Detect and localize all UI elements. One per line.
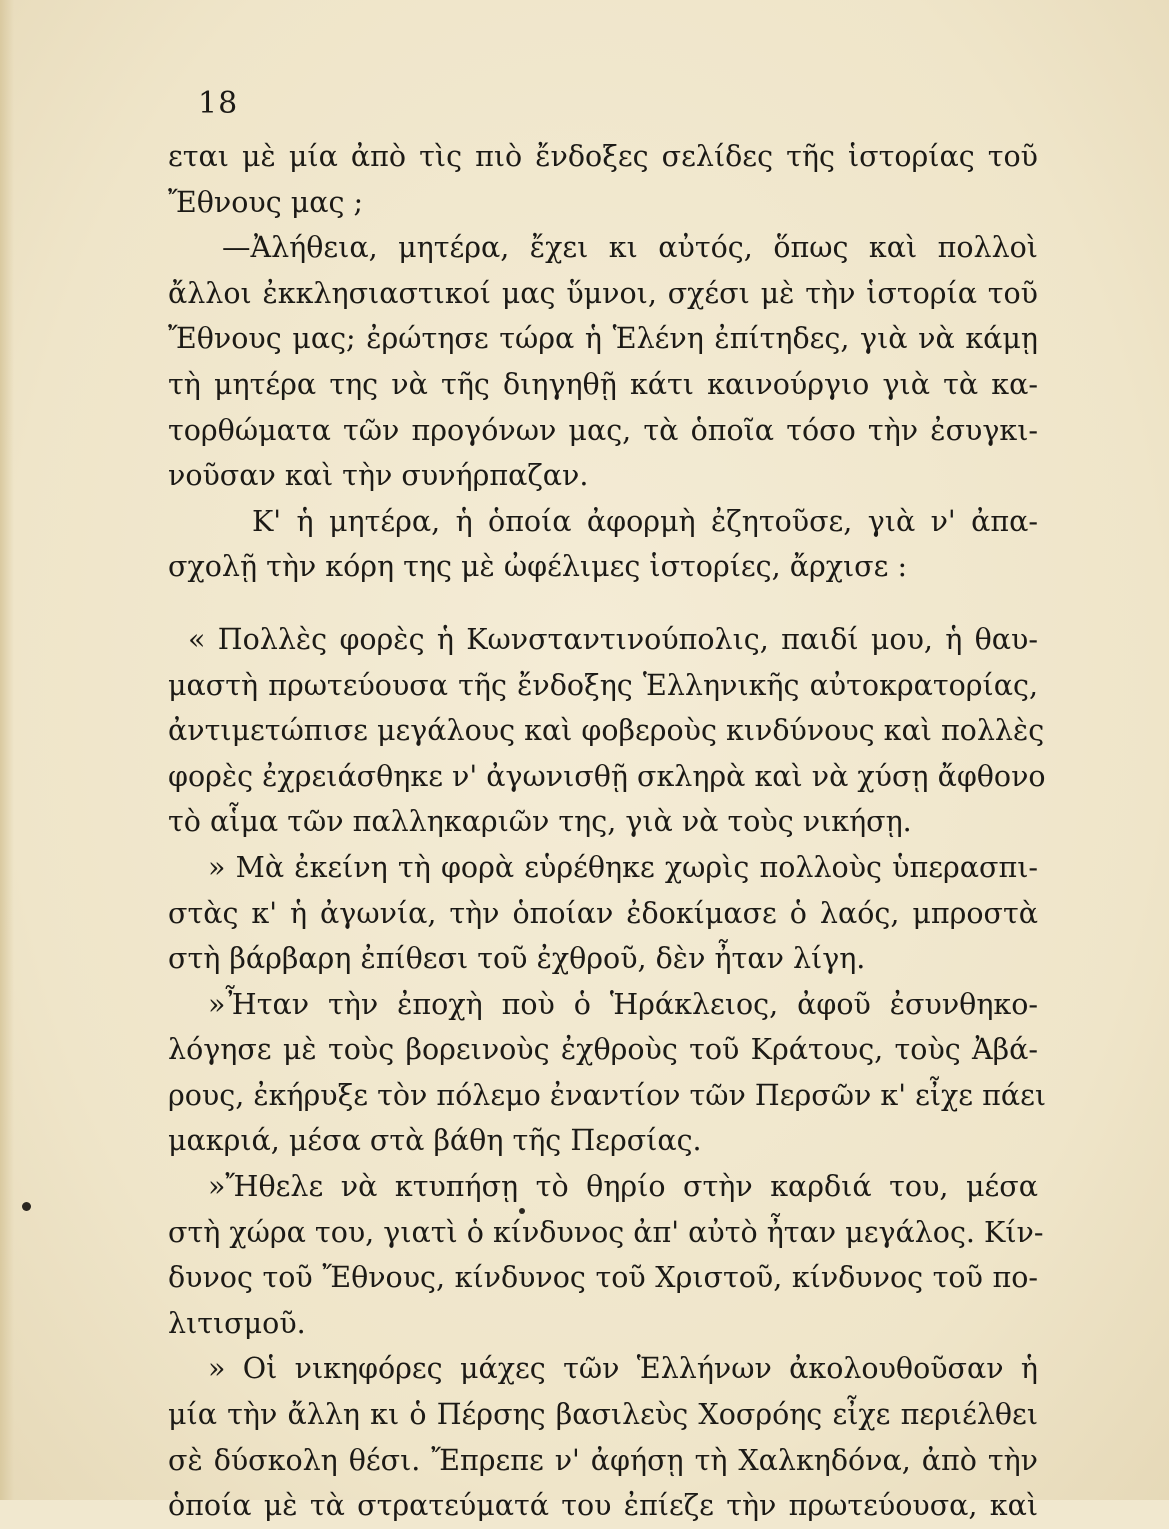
text-line: νοῦσαν καὶ τὴν συνήρπαζαν. bbox=[168, 459, 589, 493]
page-number: 18 bbox=[198, 86, 239, 121]
text-line: ρους, ἐκήρυξε τὸν πόλεμο ἐναντίον τῶν Περσῶν κ' εἶχε πάει bbox=[168, 1078, 1047, 1112]
text-line: σχολῇ τὴν κόρη της μὲ ὠφέλιμες ἱστορίες, ἄρχισε : bbox=[168, 550, 908, 584]
text-line: »Ἦταν τὴν ἐποχὴ ποὺ ὁ Ἡράκλειος, ἀφοῦ ἐσυνθηκο- bbox=[208, 987, 1038, 1021]
text-line: τὸ αἷμα τῶν παλληκαριῶν της, γιὰ νὰ τοὺς νικήσῃ. bbox=[168, 805, 912, 839]
text-line: φορὲς ἐχρειάσθηκε ν' ἀγωνισθῇ σκληρὰ καὶ νὰ χύσῃ ἄφθονο bbox=[168, 759, 1046, 793]
text-line: λιτισμοῦ. bbox=[168, 1306, 306, 1340]
ink-spot bbox=[519, 1208, 525, 1214]
text-line: —Ἀλήθεια, μητέρα, ἔχει κι αὐτός, ὅπως καὶ πολλοὶ bbox=[222, 231, 1038, 265]
text-line: εται μὲ μία ἀπὸ τὶς πιὸ ἔνδοξες σελίδες τῆς ἱστορίας τοῦ bbox=[168, 140, 1038, 173]
text-line: μακριά, μέσα στὰ βάθη τῆς Περσίας. bbox=[168, 1124, 702, 1158]
text-line: ὁποία μὲ τὰ στρατεύματά του ἐπίεζε τὴν πρωτεύουσα, καὶ bbox=[168, 1489, 1038, 1523]
text-line: « Πολλὲς φορὲς ἡ Κωνσταντινούπολις, παιδί μου, ἡ θαυ- bbox=[188, 622, 1038, 656]
text-line: μία τὴν ἄλλη κι ὁ Πέρσης βασιλεὺς Χοσρόης εἶχε περιέλθει bbox=[168, 1398, 1038, 1432]
text-line: » Οἱ νικηφόρες μάχες τῶν Ἑλλήνων ἀκολουθοῦσαν ἡ bbox=[208, 1352, 1038, 1386]
text-line: λόγησε μὲ τοὺς βορεινοὺς ἐχθροὺς τοῦ Κράτους, τοὺς Ἀβά- bbox=[168, 1033, 1038, 1067]
text-line: στὴ χώρα του, γιατὶ ὁ κίνδυνος ἀπ' αὐτὸ ἦταν μεγάλος. Κίν- bbox=[168, 1215, 1044, 1249]
text-line: Ἔθνους μας ; bbox=[168, 185, 364, 219]
text-line: τορθώματα τῶν προγόνων μας, τὰ ὁποῖα τόσο τὴν ἐσυγκι- bbox=[168, 413, 1038, 447]
text-line: τὴ μητέρα της νὰ τῆς διηγηθῇ κάτι καινούργιο γιὰ τὰ κα- bbox=[168, 367, 1038, 401]
text-line: στὰς κ' ἡ ἀγωνία, τὴν ὁποίαν ἐδοκίμασε ὁ λαός, μπροστὰ bbox=[168, 896, 1038, 930]
text-line: δυνος τοῦ Ἔθνους, κίνδυνος τοῦ Χριστοῦ, κίνδυνος τοῦ πο- bbox=[168, 1261, 1038, 1295]
text-line: ἀντιμετώπισε μεγάλους καὶ φοβεροὺς κινδύνους καὶ πολλὲς bbox=[168, 714, 1045, 748]
ink-spot bbox=[22, 1202, 31, 1211]
text-line: »Ἤθελε νὰ κτυπήσῃ τὸ θηρίο στὴν καρδιά του, μέσα bbox=[208, 1170, 1038, 1204]
text-line: Ἔθνους μας; ἐρώτησε τώρα ἡ Ἑλένη ἐπίτηδες, γιὰ νὰ κάμῃ bbox=[168, 322, 1038, 356]
page-edge-shadow bbox=[0, 0, 14, 1500]
text-line: στὴ βάρβαρη ἐπίθεσι τοῦ ἐχθροῦ, δὲν ἦταν λίγη. bbox=[168, 942, 866, 976]
body-text bbox=[168, 134, 1047, 1529]
paragraph-gap bbox=[168, 590, 1038, 617]
text-line: Κ' ἡ μητέρα, ἡ ὁποία ἀφορμὴ ἐζητοῦσε, γιὰ ν' ἀπα- bbox=[252, 504, 1038, 538]
text-line: μαστὴ πρωτεύουσα τῆς ἔνδοξης Ἑλληνικῆς αὐτοκρατορίας, bbox=[168, 668, 1038, 702]
text-line: σὲ δύσκολη θέσι. Ἔπρεπε ν' ἀφήσῃ τὴ Χαλκηδόνα, ἀπὸ τὴν bbox=[168, 1443, 1038, 1477]
text-line: ἄλλοι ἐκκλησιαστικοί μας ὕμνοι, σχέσι μὲ τὴν ἱστορία τοῦ bbox=[168, 276, 1038, 310]
text-line: » Μὰ ἐκείνη τὴ φορὰ εὑρέθηκε χωρὶς πολλοὺς ὑπερασπι- bbox=[208, 850, 1038, 884]
